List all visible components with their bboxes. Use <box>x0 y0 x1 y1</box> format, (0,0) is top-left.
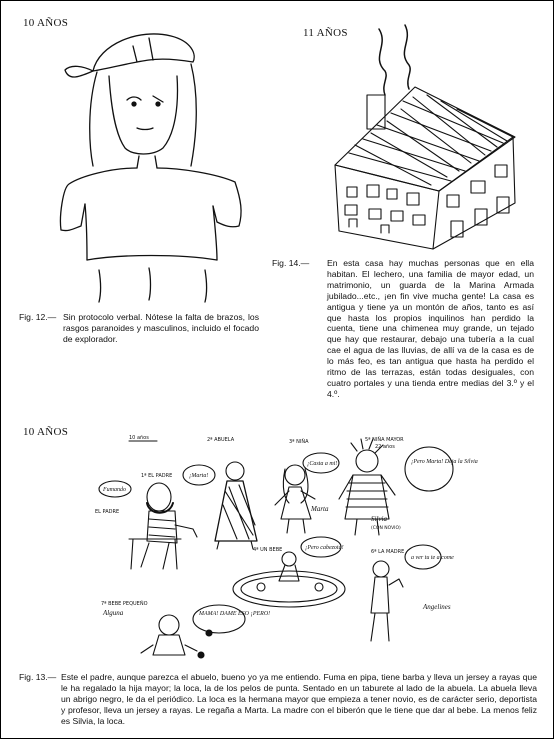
bubble-text-abuela: ¡Marta! <box>189 473 209 479</box>
label-nina: 3ª NIÑA <box>289 439 309 445</box>
caption-fig14-text: En esta casa hay muchas personas que en ella habitan. El lechero, una familia de mayor edad, un matrimonio, un guarda de la Marina Armada jubilado...etc., ¡en fin vive mucha gente! La casa es antigua y tiene ya un montón de años, tanto es así que hasta los propios inquilinos han perdido la cuenta, tiene una chimenea muy grande, un tejado que hay que restaurar, debajo una tubería a la cual cae el agua de las lluvias, de allí va de la casa es de lo más feo, es tan antigua que hasta ha perdido el ritmo de las terrazas, están todas desiguales, con cuatro portales y una tienda entre medias del 3.º y el 4.º. <box>327 258 534 399</box>
bubble-text-nina-mayor: ¡Pero Marta! Deja la Silvia <box>411 459 478 465</box>
caption-fig14 <box>272 258 534 400</box>
signature-marta: Marta <box>311 505 329 513</box>
label-el-padre: EL PADRE <box>95 509 120 515</box>
label-nina-mayor-age: 22 años <box>375 444 395 450</box>
label-abuela: 2ª ABUELA <box>207 437 235 443</box>
caption-fig12 <box>19 312 259 345</box>
bubble-text-madre: a ver tu te a come <box>411 555 454 561</box>
bubble-text-bebe: ¡Pero cabezota! <box>305 545 344 551</box>
bubble-text-bebe-pequeno: MAMA! DAME ESO ¡PERO! <box>199 611 271 617</box>
label-nina-mayor: 5ª NIÑA MAYOR <box>365 437 404 443</box>
caption-fig12-text: Sin protocolo verbal. Nótese la falta de brazos, los rasgos paranoides y masculinos, incluido el focado de explorador. <box>63 312 259 344</box>
age-label-fig12: 10 AÑOS <box>23 17 69 29</box>
signature-silvia-note: (CON NOVIO) <box>371 526 401 531</box>
drawing-family-fig13 <box>89 429 478 661</box>
caption-fig12-label: Fig. 12.— <box>19 312 57 322</box>
signature-silvia: Silvia <box>371 515 387 523</box>
drawing-house-fig14 <box>319 25 529 251</box>
caption-fig14-label: Fig. 14.— <box>272 258 310 268</box>
caption-fig13-label: Fig. 13.— <box>19 672 57 682</box>
label-padre: 1ª EL PADRE <box>141 473 173 479</box>
bubble-text-nina: ¡Casta a mi! <box>307 461 338 467</box>
signature-angelines: Angelines <box>423 603 451 611</box>
label-bebe-pequeno: 7ª BEBE PEQUEÑO <box>101 601 148 607</box>
age-label-fig14: 11 AÑOS <box>303 27 348 39</box>
caption-fig13-text: Este el padre, aunque parezca el abuelo, bueno yo ya me entiendo. Fuma en pipa, tiene barba y lleva un jersey a rayas que le ha regalado la hija mayor; la loca, la de los pelos de punta. Sentado en un taburete al lado de la abuela. La abuela lleva un abrigo negro, le da el periódico. La loca es la hermana mayor que empieza a tener novio, es de carácter serio, deportista y profesor, lleva un jersey a rayas. Le regaña a Marta. La madre con el biberón que le tiene que dar al bebe. La menos feliz es Silvia, la loca. <box>61 672 537 726</box>
drawing-person-fig12 <box>41 16 261 306</box>
label-bebe: 4ª UN BEBE <box>253 547 283 553</box>
age-label-fig13: 10 AÑOS <box>23 426 69 438</box>
fig13-header-label: 10 años <box>129 435 149 441</box>
signature-alguna: Alguna <box>103 609 124 617</box>
label-madre: 6ª LA MADRE <box>371 549 405 555</box>
bubble-text-padre: Fumando <box>103 487 126 493</box>
caption-fig13 <box>19 672 537 727</box>
